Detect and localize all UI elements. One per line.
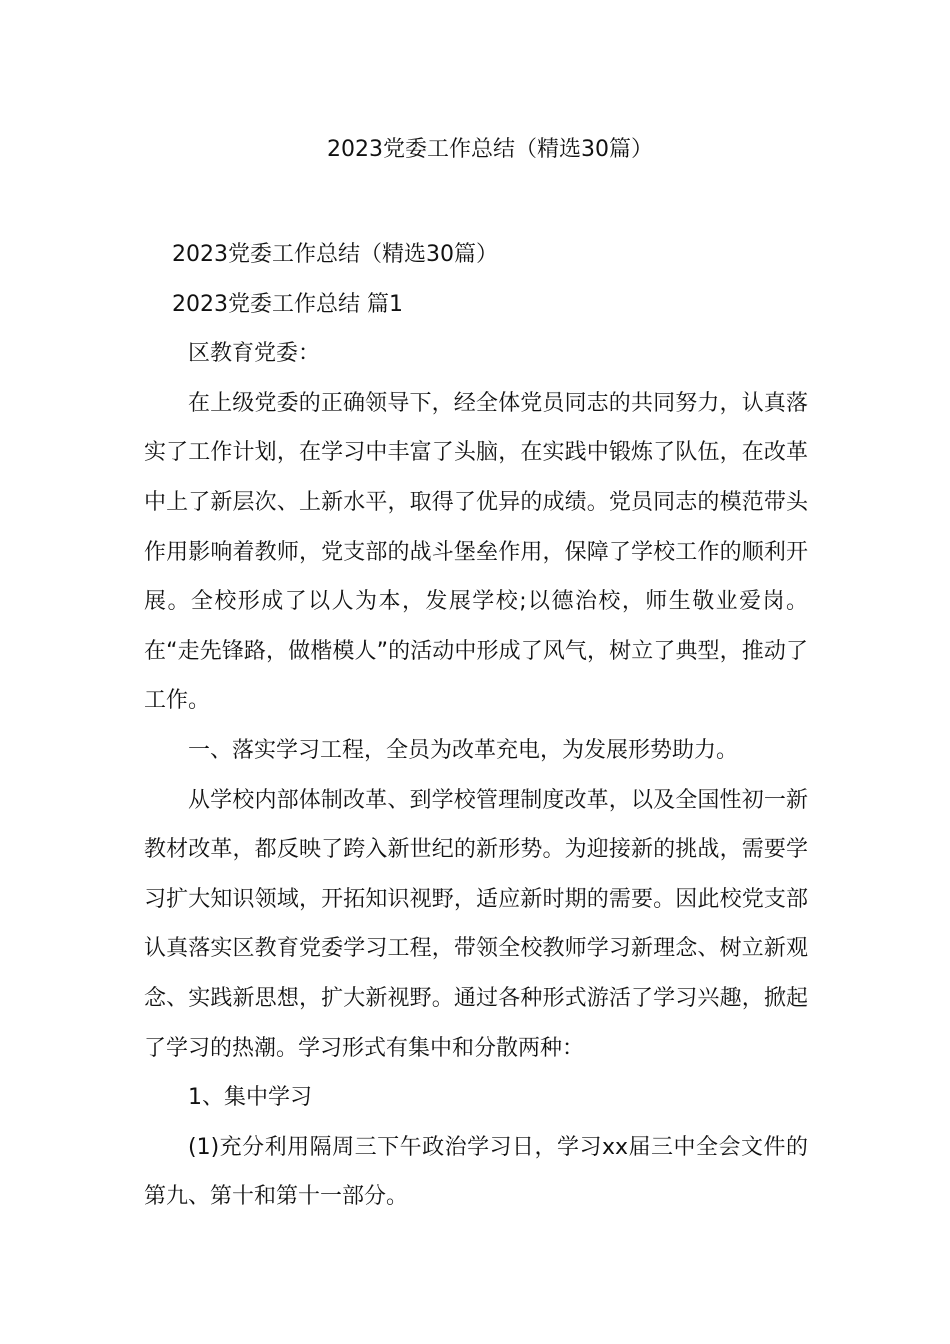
document-body — [144, 230, 808, 1222]
paragraph-point-one: 一、落实学习工程，全员为改革充电，为发展形势助力。 — [188, 737, 739, 763]
section-heading: 2023党委工作总结 篇1 — [172, 291, 403, 317]
document-subtitle: 2023党委工作总结（精选30篇） — [172, 242, 498, 267]
document-title: 2023党委工作总结（精选30篇） — [327, 137, 653, 162]
paragraph-reform: 从学校内部体制改革、到学校管理制度改革，以及全国性初一新教材改革，都反映了跨入新世纪的新形势。为迎接新的挑战，需要学习扩大知识领域，开拓知识视野，适应新时期的需要。因此校党支部认真落实区教育党委学习工程，带领全校教师学习新理念、树立新观念、实践新思想，扩大新视野。通过各种形式游活了学习兴趣，掀起了学习的热潮。学习形式有集中和分散两种： — [144, 787, 808, 1061]
salutation: 区教育党委： — [188, 341, 321, 367]
subheading-concentrated-study: 1、集中学习 — [188, 1085, 312, 1111]
paragraph-item-1: (1)充分利用隔周三下午政治学习日，学习xx届三中全会文件的第九、第十和第十一部分。 — [144, 1134, 808, 1210]
paragraph-intro: 在上级党委的正确领导下，经全体党员同志的共同努力，认真落实了工作计划，在学习中丰富了头脑，在实践中锻炼了队伍，在改革中上了新层次、上新水平，取得了优异的成绩。党员同志的模范带头作用影响着教师，党支部的战斗堡垒作用，保障了学校工作的顺利开展。全校形成了以人为本，发展学校;以德治校，师生敬业爱岗。在“走先锋路，做楷模人”的活动中形成了风气，树立了典型，推动了工作。 — [144, 390, 808, 714]
